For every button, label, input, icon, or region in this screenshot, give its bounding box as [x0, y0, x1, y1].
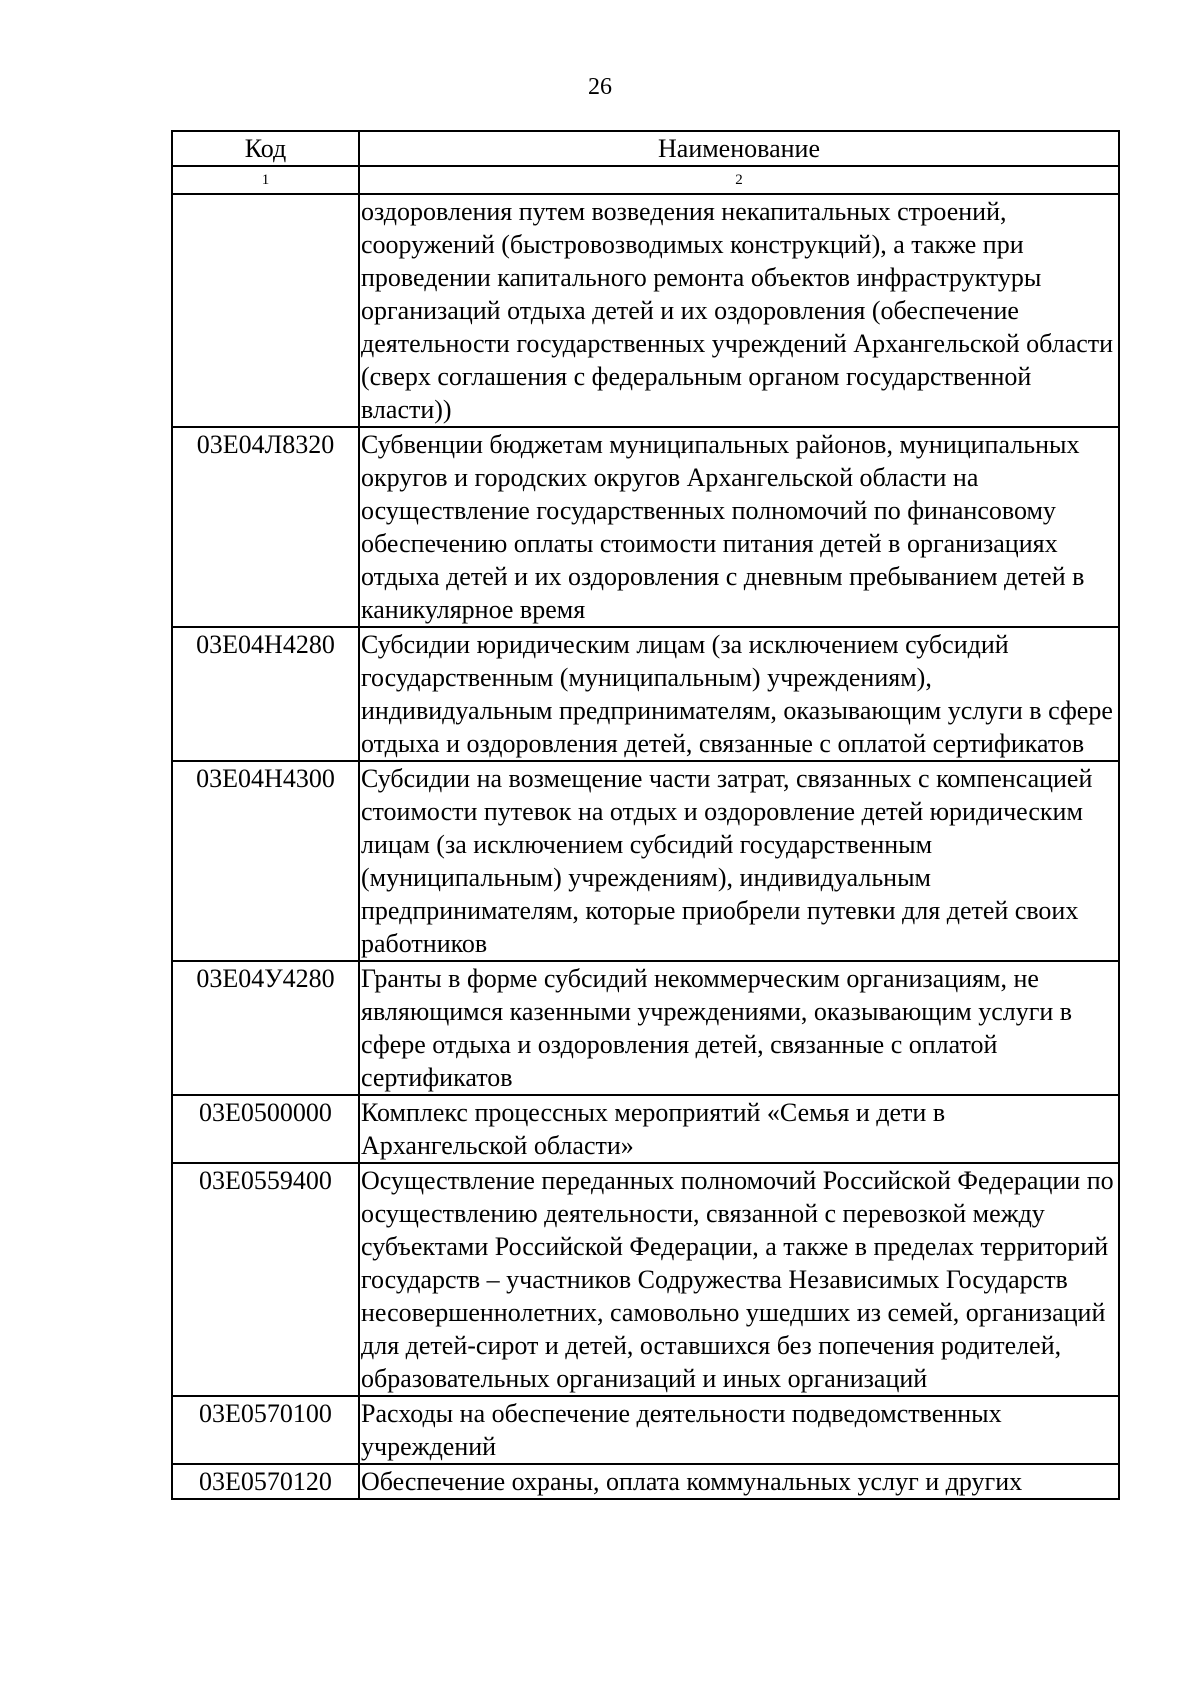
header-name: Наименование [359, 131, 1119, 166]
row-code: 03Е0570100 [172, 1396, 359, 1464]
row-name: Гранты в форме субсидий некоммерческим организациям, не являющимся казенными учреждениями, оказывающим услуги в сфере отдыха и оздоровления детей, связанные с оплатой сертификатов [359, 961, 1119, 1095]
budget-codes-table [171, 130, 1120, 1500]
table-row [172, 627, 1119, 761]
row-code [172, 194, 359, 427]
table-row [172, 1396, 1119, 1464]
page-number: 26 [588, 74, 612, 100]
row-name: оздоровления путем возведения некапитальных строений, сооружений (быстровозводимых конструкций), а также при проведении капитального ремонта объектов инфраструктуры организаций отдыха детей и их оздоровления (обеспечение деятельности государственных учреждений Архангельской области (сверх соглашения с федеральным органом государственной власти)) [359, 194, 1119, 427]
row-name: Обеспечение охраны, оплата коммунальных услуг и других [359, 1464, 1119, 1499]
table-row [172, 1464, 1119, 1499]
row-name: Расходы на обеспечение деятельности подведомственных учреждений [359, 1396, 1119, 1464]
column-number-row [172, 166, 1119, 194]
table-row [172, 961, 1119, 1095]
row-name: Комплекс процессных мероприятий «Семья и дети в Архангельской области» [359, 1095, 1119, 1163]
row-code: 03Е04Н4280 [172, 627, 359, 761]
row-code: 03Е04Н4300 [172, 761, 359, 961]
row-name: Субсидии на возмещение части затрат, связанных с компенсацией стоимости путевок на отдых и оздоровление детей юридическим лицам (за исключением субсидий государственным (муниципальным) учреждениям), индивидуальным предпринимателям, которые приобрели путевки для детей своих работников [359, 761, 1119, 961]
row-name: Субвенции бюджетам муниципальных районов, муниципальных округов и городских округов Архангельской области на осуществление государственных полномочий по финансовому обеспечению оплаты стоимости питания детей в организациях отдыха детей и их оздоровления с дневным пребыванием детей в каникулярное время [359, 427, 1119, 627]
table-row [172, 427, 1119, 627]
table-row [172, 1095, 1119, 1163]
table-row [172, 1163, 1119, 1396]
column-number-1: 1 [172, 166, 359, 194]
row-code: 03Е0570120 [172, 1464, 359, 1499]
header-code: Код [172, 131, 359, 166]
row-code: 03Е0500000 [172, 1095, 359, 1163]
row-code: 03Е04Л8320 [172, 427, 359, 627]
table-row [172, 194, 1119, 427]
row-name: Субсидии юридическим лицам (за исключением субсидий государственным (муниципальным) учреждениям), индивидуальным предпринимателям, оказывающим услуги в сфере отдыха и оздоровления детей, связанные с оплатой сертификатов [359, 627, 1119, 761]
table-header-row [172, 131, 1119, 166]
row-code: 03Е0559400 [172, 1163, 359, 1396]
row-code: 03Е04У4280 [172, 961, 359, 1095]
row-name: Осуществление переданных полномочий Российской Федерации по осуществлению деятельности, связанной с перевозкой между субъектами Российской Федерации, а также в пределах территорий государств – участников Содружества Независимых Государств несовершеннолетних, самовольно ушедших из семей, организаций для детей-сирот и детей, оставшихся без попечения родителей, образовательных организаций и иных организаций [359, 1163, 1119, 1396]
table-row [172, 761, 1119, 961]
column-number-2: 2 [359, 166, 1119, 194]
